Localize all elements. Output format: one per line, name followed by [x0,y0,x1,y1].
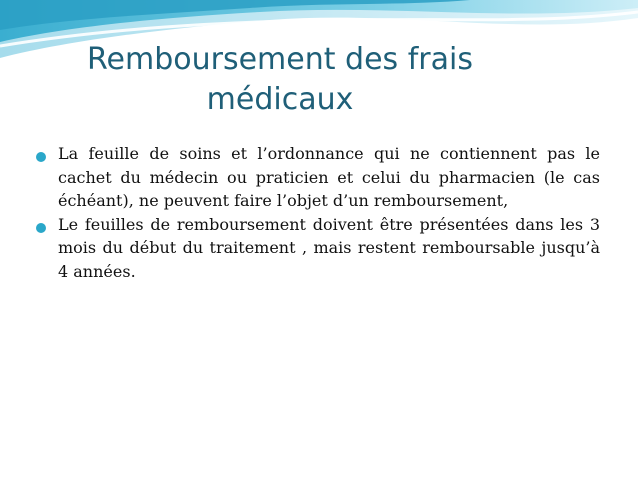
slide-title: Remboursement des frais médicaux [87,42,473,117]
bullet-text: La feuille de soins et l’ordonnance qui ne contiennent pas le cachet du médecin ou praticien et celui du pharmacien (le cas échéant), ne peuvent faire l’objet d’un remboursement, [58,144,600,210]
circle-bullet-icon [36,223,46,233]
bullet-list [36,142,600,283]
circle-bullet-icon [36,152,46,162]
bullet-text: Le feuilles de remboursement doivent être présentées dans les 3 mois du début du traitement , mais restent remboursable jusqu’à 4 années. [58,214,600,281]
bullet-item [36,213,600,284]
bullet-item [36,142,600,213]
